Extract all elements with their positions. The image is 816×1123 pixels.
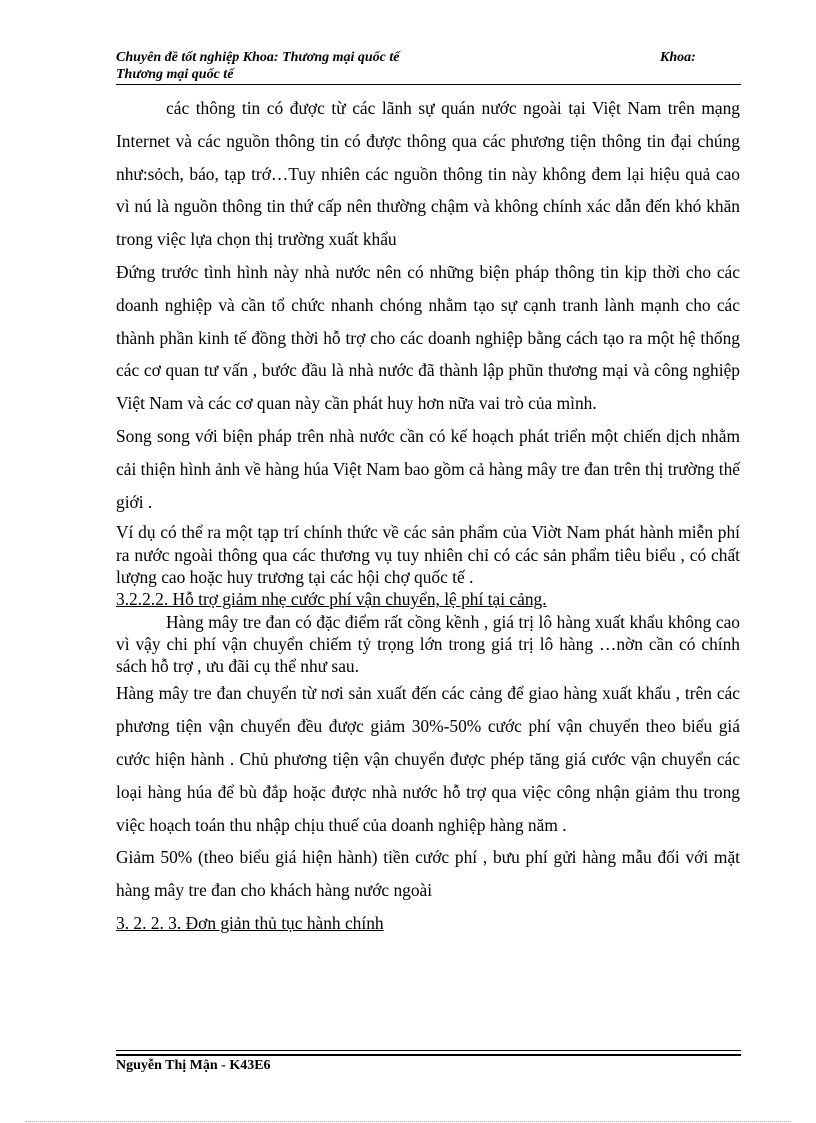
paragraph-magazine-example: Ví dụ có thể ra một tạp trí chính thức về các sản phẩm của Viờt Nam phát hành miễn phí ra nước ngoài thông qua các thương vụ tuy nhiên chỉ có các sản phẩm tiêu biểu , có chất lượng cao hoặc huy trương tại các hội chợ quốc tế .: [116, 522, 740, 587]
footer-divider-thin: [116, 1050, 741, 1051]
paragraph-postage-discount: Giảm 50% (theo biểu giá hiện hành) tiền cước phí , bưu phí gửi hàng mẫu đối với mặt hàng mây tre đan cho khách hàng nước ngoài: [116, 847, 740, 901]
header-divider: [116, 84, 741, 85]
header-title: Chuyên đề tốt nghiệp Khoa: Thương mại quốc tế: [116, 50, 400, 65]
paragraph-image-campaign: Song song với biện pháp trên nhà nước cần có kế hoạch phát triển một chiến dịch nhằm cải thiện hình ảnh về hàng húa Việt Nam bao gồm cả hàng mây tre đan trên thị trường thế giới .: [116, 425, 740, 512]
paragraph-bulky-goods: Hàng mây tre đan có đặc điểm rất cồng kềnh , giá trị lô hàng xuất khẩu không cao vì vậy chi phí vận chuyển chiếm tỷ trọng lớn trong giá trị lô hàng …nờn cần có chính sách hỗ trợ , ưu đãi cụ thể như sau.: [116, 611, 740, 677]
section-heading-admin-procedures: 3. 2. 2. 3. Đơn giản thủ tục hành chính: [116, 913, 384, 934]
paragraph-state-measures: Đứng trước tình hình này nhà nước nên có những biện pháp thông tin kịp thời cho các doanh nghiệp và cần tổ chức nhanh chóng nhằm tạo sự cạnh tranh lành mạnh cho các thành phần kinh tế đồng thời hỗ trợ cho các doanh nghiệp bằng cách tạo ra một hệ thống các cơ quan tư vấn , bước đầu là nhà nước đã thành lập phũn thương mại và công nghiệp Việt Nam và các cơ quan này cần phát huy hơn nữa vai trò của mình.: [116, 261, 740, 414]
footer-divider-thick: [116, 1054, 741, 1056]
paragraph-information-sources: các thông tin có được từ các lãnh sự quán nước ngoài tại Việt Nam trên mạng Internet và các nguồn thông tin có được thông qua các phương tiện thông tin đại chúng như:sỏch, báo, tạp trớ…Tuy nhiên các nguồn thông tin này không đem lại hiệu quả cao vì nú là nguồn thông tin thứ cấp nên thường chậm và không chính xác dẫn đến khó khăn trong việc lựa chọn thị trường xuất khẩu: [116, 98, 740, 250]
section-heading-transport-support: 3.2.2.2. Hỗ trợ giảm nhẹ cước phí vận chuyển, lệ phí tại cảng.: [116, 589, 547, 610]
document-body: [116, 92, 740, 940]
paragraph-freight-discount: Hàng mây tre đan chuyển từ nơi sản xuất đến các cảng để giao hàng xuất khẩu , trên các phương tiện vận chuyển đều được giảm 30%-50% cước phí vận chuyển theo biểu giá cước hiện hành . Chủ phương tiện vận chuyển được phép tăng giá cước vận chuyển các loại hàng húa để bù đắp hoặc được nhà nước hỗ trợ qua việc công nhận giảm thu trong việc hoạch toán thu nhập chịu thuế của doanh nghiệp hàng năm .: [116, 683, 740, 835]
footer-author: Nguyễn Thị Mận - K43E6: [116, 1058, 271, 1073]
header-subtitle: Thương mại quốc tế: [116, 67, 234, 82]
page-header: [116, 49, 741, 85]
header-faculty-label: Khoa:: [660, 50, 696, 65]
page-bottom-edge: [25, 1121, 791, 1122]
